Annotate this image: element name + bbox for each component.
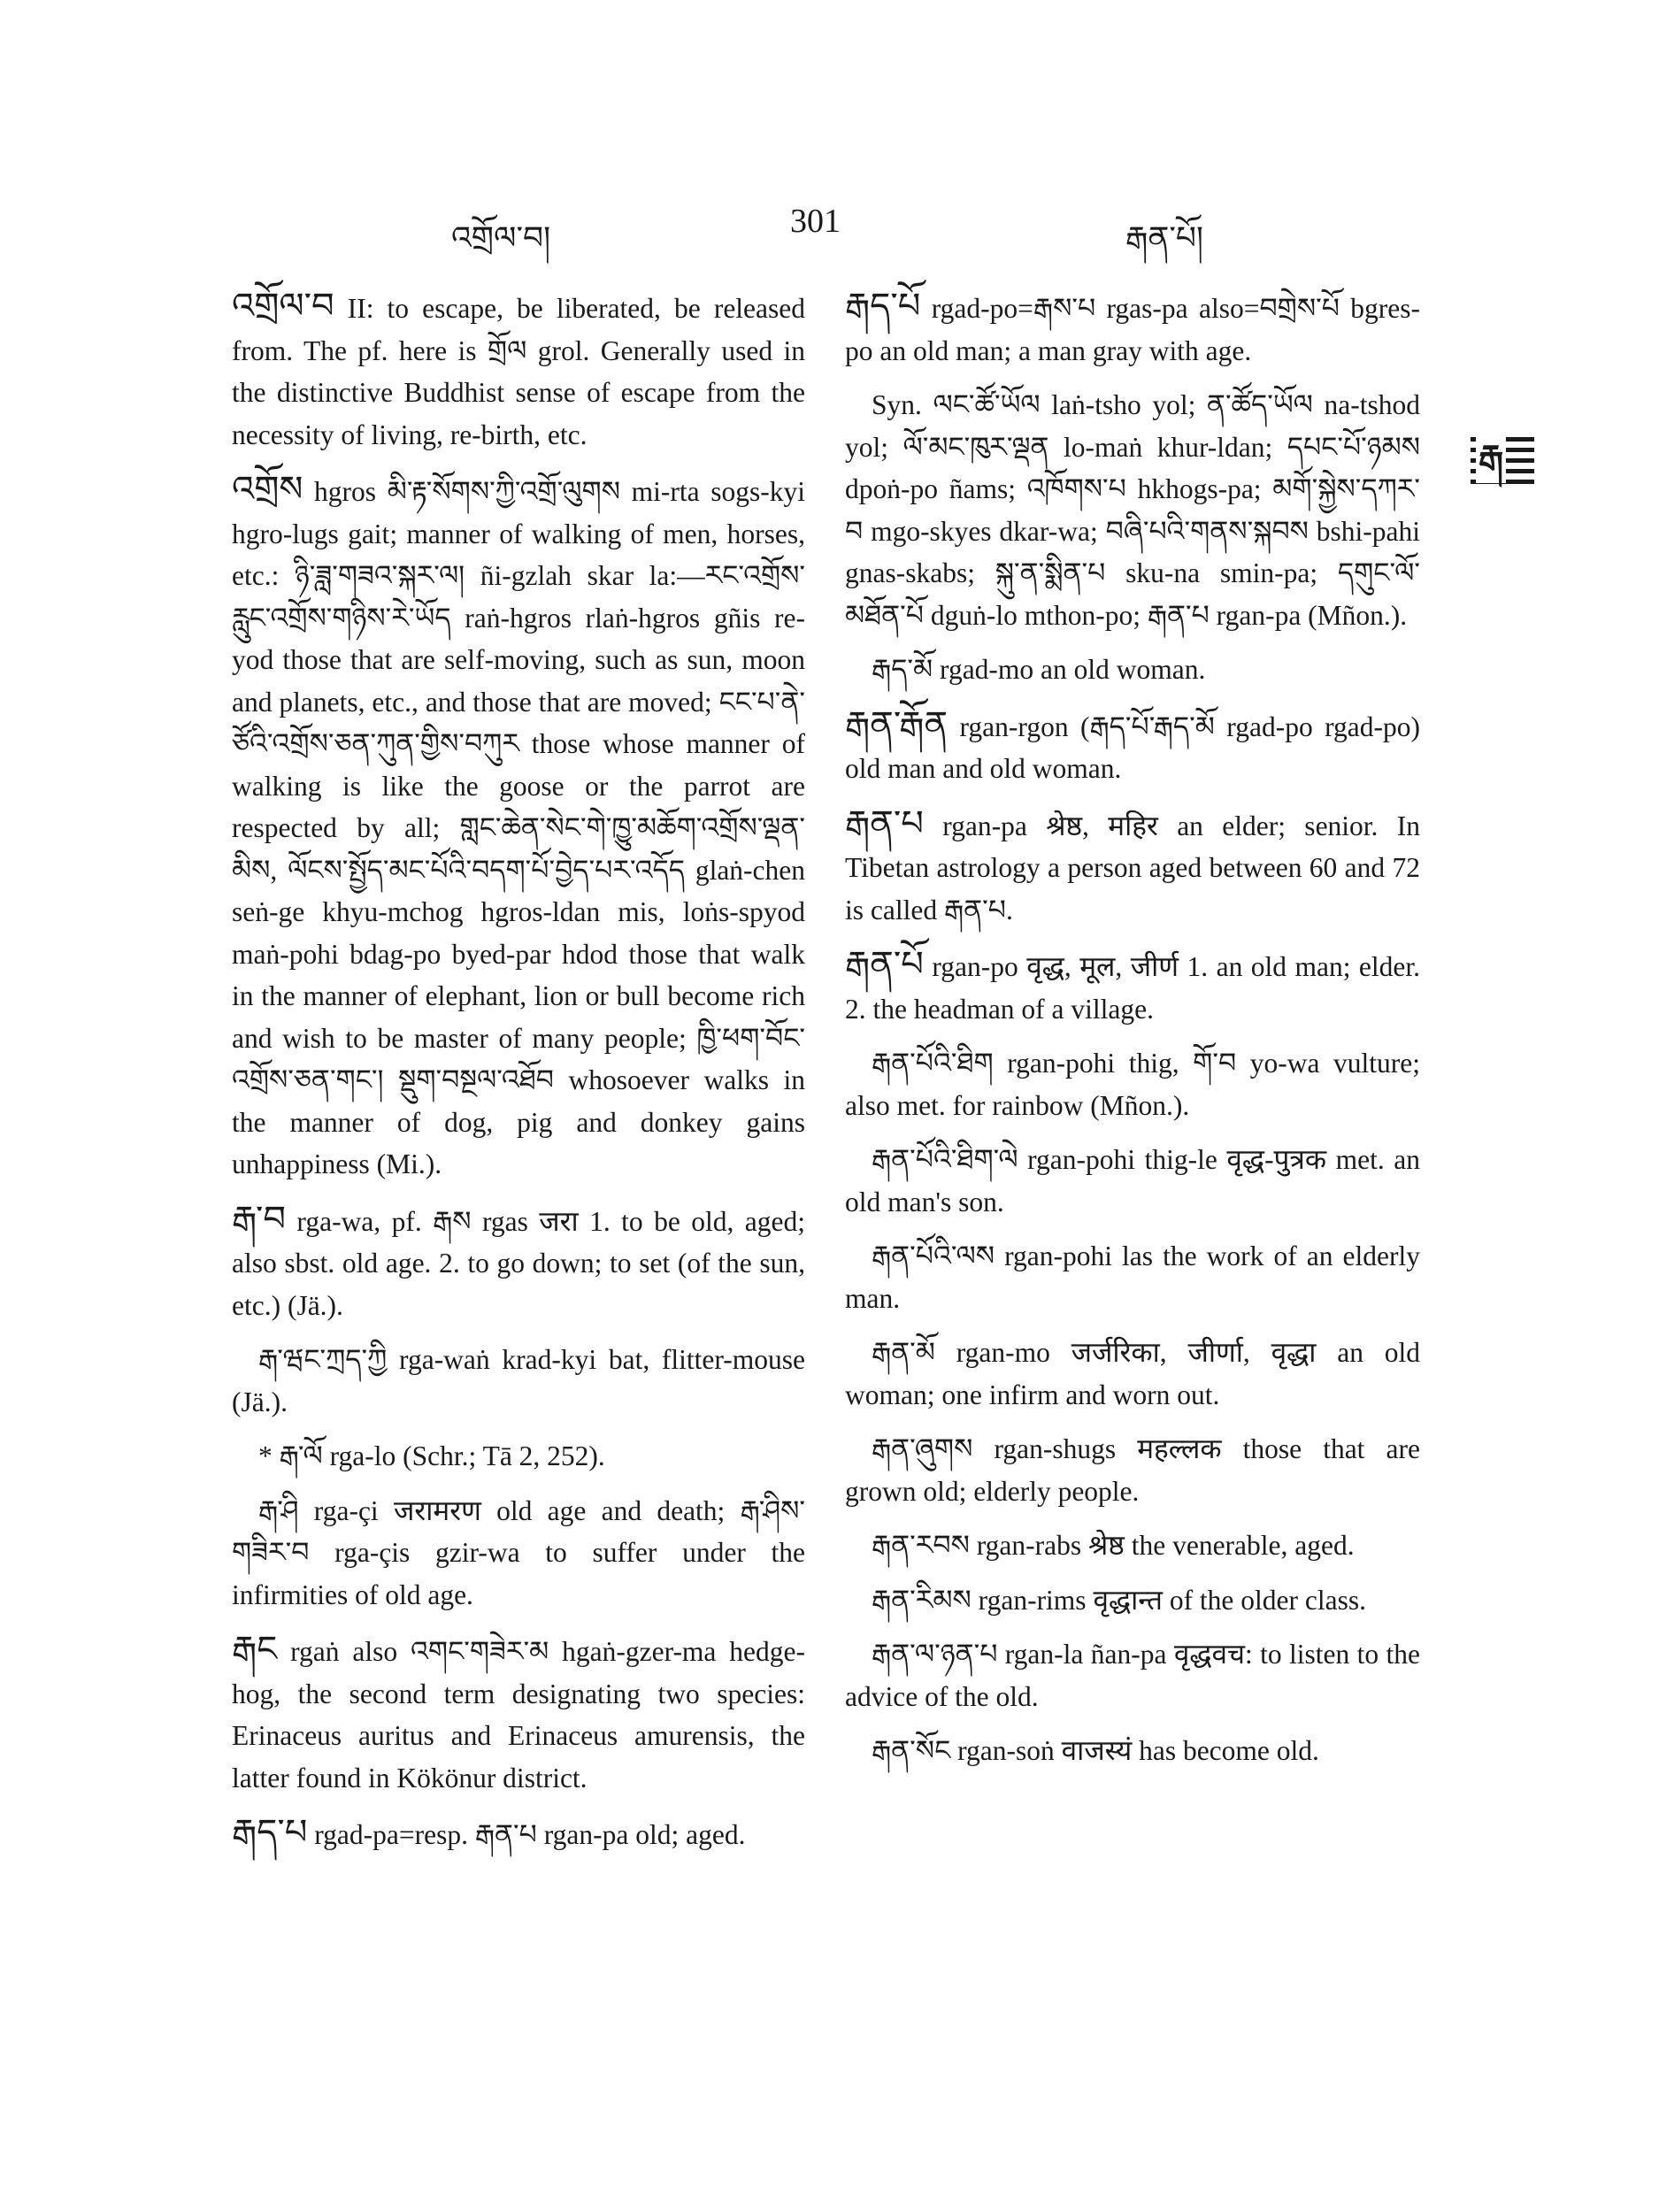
dictionary-entry [845, 1579, 1420, 1622]
dictionary-entry [845, 1332, 1420, 1416]
entry-text: རྒན་རབས rgan-rabs श्रेष्ठ the venerable, aged. [872, 1530, 1355, 1561]
dictionary-entry [845, 1235, 1420, 1319]
dictionary-entry [232, 1490, 805, 1617]
entry-headword: རྒ་བ [232, 1198, 286, 1239]
dictionary-entry [232, 1198, 805, 1327]
left-column [232, 285, 805, 1869]
running-head-left: འགྲོལ་བ། [451, 220, 551, 256]
entry-text: རྒ་ཤི rga-çi जरामरण old age and death; རྒ་ཤིས་གཟིར་བ rga-çis gzir-wa to suffer under the infirmities of old age. [232, 1494, 805, 1610]
running-head-right: རྒན་པོ། [1125, 220, 1203, 256]
thumb-index-glyph: རྒ [1476, 434, 1506, 483]
dictionary-entry [845, 943, 1420, 1030]
dictionary-entry [232, 468, 805, 1186]
dictionary-entry [845, 1139, 1420, 1223]
entry-text: II: to escape, be liberated, be released from. The pf. here is གྲོལ grol. Generally used in the distinctive Buddhist sense of escape from the necessity of living, re-birth, etc. [232, 293, 805, 450]
dictionary-entry [845, 1730, 1420, 1772]
entry-text: * རྒ་ལོ rga-lo (Schr.; Tā 2, 252). [258, 1440, 605, 1471]
dictionary-entry [232, 285, 805, 456]
entry-text: རྒ་ཝང་ཀྲད་ཀྱི rga-waṅ krad-kyi bat, flitter-mouse (Jä.). [232, 1344, 805, 1417]
entry-text: rga-wa, pf. རྒས rgas जरा 1. to be old, aged; also sbst. old age. 2. to go down; to set (of the sun, etc.) (Jä.). [232, 1205, 806, 1321]
entry-headword: འགྲོལ་བ [232, 286, 334, 326]
entry-text: རྒན་པོའི་ལས rgan-pohi las the work of an elderly man. [845, 1240, 1420, 1314]
page-number: 301 [790, 203, 841, 240]
entry-headword: རྒད་པ [232, 1812, 308, 1852]
entry-headword: རྒན་རྒོན [845, 703, 949, 744]
entry-headword: རྒན་པོ [845, 944, 924, 984]
dictionary-entry [845, 1525, 1420, 1567]
entry-text: rgad-po=རྒས་པ rgas-pa also=བགྲེས་པོ bgres-po an old man; a man gray with age. [845, 293, 1420, 366]
entry-text: rgan-pa श्रेष्ठ, महिर an elder; senior. In Tibetan astrology a person aged between 60 and 72 is called རྒན་པ. [845, 810, 1420, 926]
dictionary-entry [845, 285, 1420, 372]
right-column [845, 285, 1420, 1785]
entry-text: རྒན་མོ rgan-mo जर्जरिका, जीर्णा, वृद्धा an old woman; one infirm and worn out. [845, 1337, 1420, 1410]
entry-text: རྒད་མོ rgad-mo an old woman. [872, 654, 1206, 685]
entry-text: Syn. ལང་ཚོ་ཡོལ laṅ-tsho yol; ན་ཚོད་ཡོལ na-tshod yol; ལོ་མང་ཁུར་ལྡན lo-maṅ khur-ldan; དཔང་པོ་ཉམས dpoṅ-po ñams; འཁོགས་པ hkhogs-pa; མགོ་སྐྱེས་དཀར་བ mgo-skyes dkar-wa; བཞི་པའི་གནས་སྐབས bshi-pahi gnas-skabs; སྐུ་ན་སྨིན་པ sku-na smin-pa; དགུང་ལོ་མཐོན་པོ dguṅ-lo mthon-po; རྒན་པ rgan-pa (Mñon.). [845, 389, 1420, 631]
entry-text: རྒན་རིམས rgan-rims वृद्धान्त of the older class. [872, 1584, 1366, 1616]
entry-text: རྒན་སོང rgan-soṅ वाजस्यं has become old. [872, 1735, 1319, 1766]
dictionary-entry [845, 1633, 1420, 1717]
entry-headword: རྒད་པོ [845, 286, 921, 326]
dictionary-entry [232, 1435, 805, 1478]
entry-text: rgan-po वृद्ध, मूल, जीर्ण 1. an old man; elder. 2. the headman of a village. [845, 951, 1421, 1025]
entry-headword: རྒན་པ [845, 803, 924, 843]
dictionary-entry [232, 1811, 805, 1856]
entry-text: རྒན་པོའི་ཐིག་ལེ rgan-pohi thig-le वृद्ध-पुत्रक met. an old man's son. [845, 1144, 1420, 1217]
dictionary-entry [845, 649, 1420, 691]
dictionary-entry [232, 1628, 805, 1799]
dictionary-entry [845, 803, 1420, 932]
dictionary-entry [845, 1428, 1420, 1512]
entry-text: rgan-rgon (རྒད་པོ་རྒད་མོ rgad-po rgad-po) old man and old woman. [845, 710, 1420, 784]
entry-headword: རྒང [232, 1629, 278, 1669]
dictionary-entry [845, 703, 1420, 790]
entry-text: རྒན་པོའི་ཐིག rgan-pohi thig, གོ་བ yo-wa vulture; also met. for rainbow (Mñon.). [845, 1048, 1420, 1121]
entry-text: རྒན་ཞུགས rgan-shugs महल्लक those that are grown old; elderly people. [845, 1433, 1420, 1507]
dictionary-entry [845, 1042, 1420, 1126]
entry-text: hgros མི་རྟ་སོགས་ཀྱི་འགྲོ་ལུགས mi-rta sogs-kyi hgro-lugs gait; manner of walking of men, horses, etc.: ཉི་ཟླ་གཟའ་སྐར་ལ། ñi-gzlah skar la:—རང་འགྲོས་རླུང་འགྲོས་གཉིས་རེ་ཡོད raṅ-hgros rlaṅ-hgros gñis re-yod those that are self-moving, such as sun, moon and planets, etc., and those that are moved; ངང་པ་ནེ་ཙོའི་འགྲོས་ཅན་ཀུན་གྱིས་བཀུར those whose manner of walking is like the goose or the parrot are respected by all; གླང་ཆེན་སེང་གེ་ཁྱུ་མཆོག་འགྲོས་ལྡན་མིས, ལོངས་སྤྱོད་མང་པོའི་བདག་པོ་བྱེད་པར་འདོད glaṅ-chen seṅ-ge khyu-mchog hgros-ldan mis, loṅs-spyod maṅ-pohi bdag-po byed-par hdod those that walk in the manner of elephant, lion or bull become rich and wish to be master of many people; ཁྱི་ཕག་བོང་འགྲོས་ཅན་གང་། སྡུག་བསྔལ་འཐོབ whosoever walks in the manner of dog, pig and donkey gains unhappiness (Mi.). [232, 476, 805, 1179]
entry-headword: འགྲོས [232, 469, 303, 509]
entry-text: rgad-pa=resp. རྒན་པ rgan-pa old; aged. [314, 1819, 746, 1850]
dictionary-entry [845, 384, 1420, 636]
thumb-index-tab [1471, 432, 1534, 487]
entry-text: རྒན་ལ་ཉན་པ rgan-la ñan-pa वृद्धवच: to listen to the advice of the old. [845, 1639, 1420, 1712]
dictionary-entry [232, 1339, 805, 1423]
entry-text: rgaṅ also འགང་གཟེར་མ hgaṅ-gzer-ma hedge-hog, the second term designating two species: Erinaceus auritus and Erinaceus amurensis, the latter found in Kökönur district. [232, 1636, 805, 1793]
